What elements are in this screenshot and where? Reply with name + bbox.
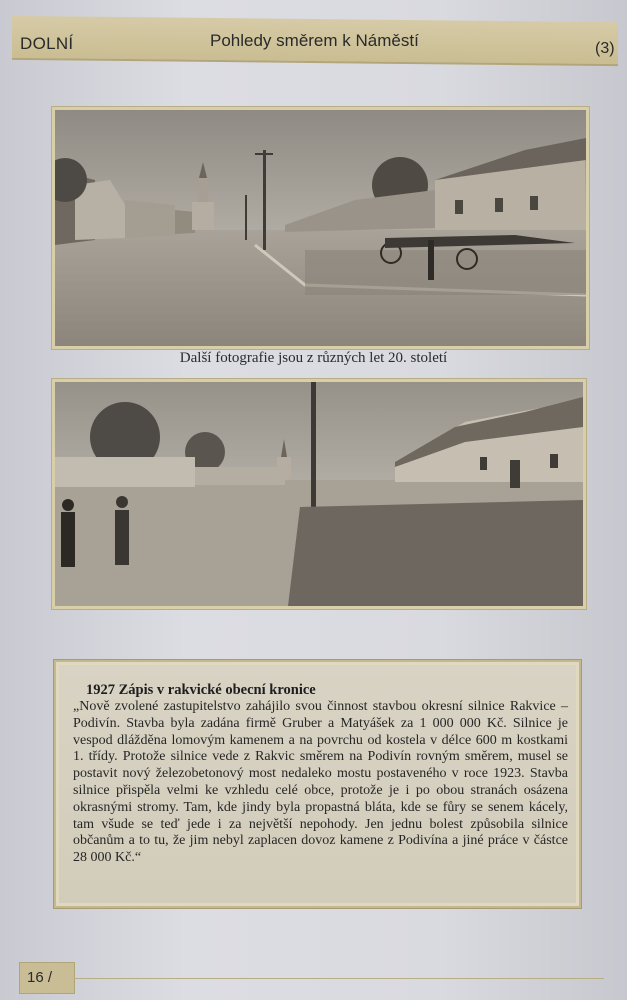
chronicle-title: 1927 Zápis v rakvické obecní kronice	[86, 682, 316, 698]
page-number: 16 /	[27, 969, 53, 986]
header-title: Pohledy směrem k Náměstí	[210, 31, 419, 50]
chronicle-text: „Nově zvolené zastupitelstvo zahájilo svou činnost stavbou okresní silnice Rakvice – Podivín. Stavba byla zadána firmě Gruber a Matyášek za 1 000 000 Kč. Silnice je vespod dlážděna lomovým kamenem a na povrchu od kostela v délce 600 m kostkami 1. třídy. Protože silnice vede z Rakvic směrem na Podivín rovným směrem, musel se postavit nový železobetonový most nedaleko mostu postaveného v roce 1923. Stavba silnice přispěla velmi ke vzhledu celé obce, protože je i po obou stranách osázena okrasnými stromy. Tam, kde jindy byla propastná bláta, kde se fůry se senem kácely, tam všude se teď jede i za největší nepohody. Jen jednu bolest způsobila silnice občanům a to tu, že jim nebyl zaplacen dovoz kamene z Podivína a jiné práce v částce 28 000 Kč.“	[73, 699, 568, 866]
footer-rule	[74, 978, 604, 979]
header-chapter-number: (3)	[595, 40, 615, 57]
photo-caption: Další fotografie jsou z různých let 20. století	[179, 350, 448, 366]
historic-photo-street-2	[52, 379, 586, 609]
historic-photo-street-1	[52, 107, 589, 349]
header-section-label: DOLNÍ	[20, 34, 74, 53]
chronicle-box	[54, 660, 581, 908]
